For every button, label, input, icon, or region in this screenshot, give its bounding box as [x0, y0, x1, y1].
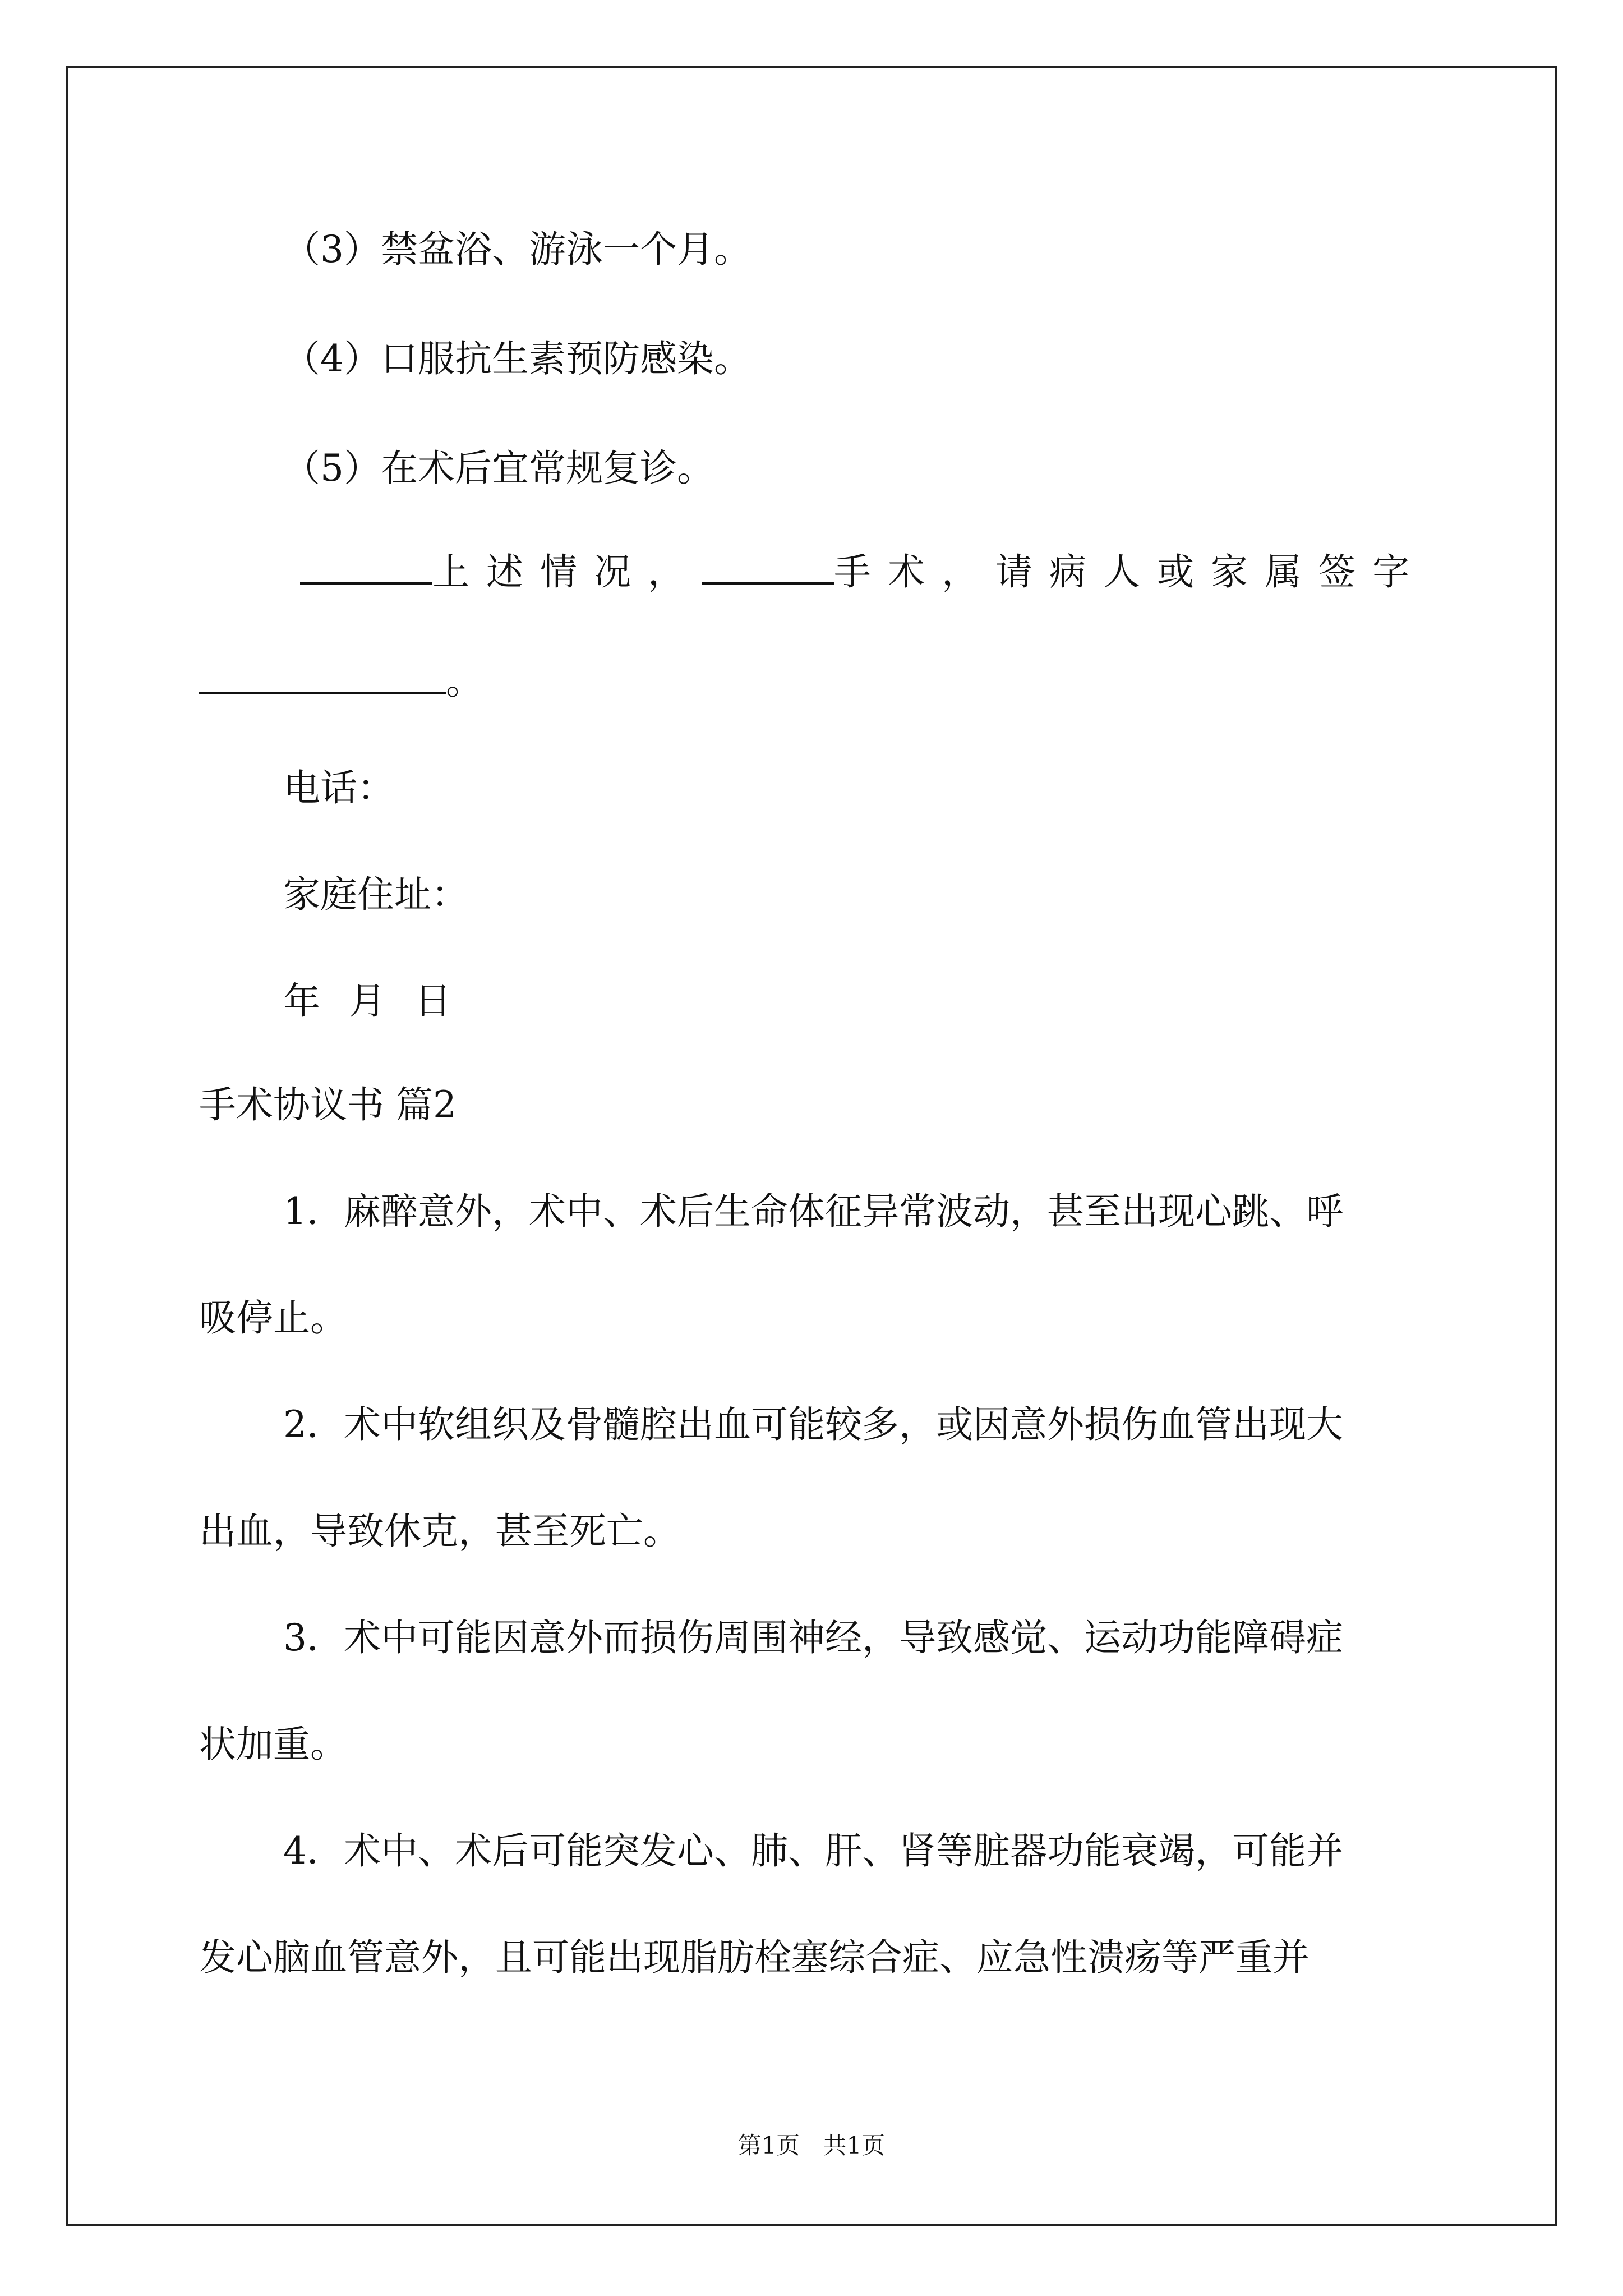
signature-end: 。 [446, 660, 483, 703]
risk-3-line-1: 3．术中可能因意外而损伤周围神经，导致感觉、运动功能障碍症 [283, 1616, 1343, 1659]
date-label: 年 月 日 [283, 979, 451, 1023]
consent-line [199, 550, 1426, 595]
page-total: 共1页 [823, 2132, 886, 2159]
page-number: 第1页 [737, 2132, 800, 2159]
address-label: 家庭住址： [283, 873, 468, 916]
post-op-item-4: （4）口服抗生素预防感染。 [283, 337, 751, 380]
risk-1-line-1: 1．麻醉意外，术中、术后生命体征异常波动，甚至出现心跳、呼 [283, 1190, 1343, 1233]
risk-3-line-2: 状加重。 [199, 1723, 347, 1766]
post-op-item-3: （3）禁盆浴、游泳一个月。 [283, 228, 751, 271]
signature-line [199, 659, 1426, 704]
post-op-item-5: （5）在术后宜常规复诊。 [283, 447, 714, 490]
risk-4-line-2: 发心脑血管意外，且可能出现脂肪栓塞综合症、应急性溃疡等严重并 [199, 1936, 1310, 1979]
phone-label: 电话： [283, 766, 394, 809]
page-border [66, 66, 1557, 2226]
consent-text-1: 上述情况， [432, 550, 702, 593]
risk-2-line-2: 出血，导致休克，甚至死亡。 [199, 1510, 680, 1553]
consent-blank-1[interactable] [300, 554, 432, 585]
risk-2-line-1: 2．术中软组织及骨髓腔出血可能较多，或因意外损伤血管出现大 [283, 1403, 1343, 1446]
risk-4-line-1: 4．术中、术后可能突发心、肺、肝、肾等脏器功能衰竭，可能并 [283, 1829, 1343, 1872]
risk-1-line-2: 吸停止。 [199, 1296, 347, 1340]
consent-blank-2[interactable] [702, 554, 834, 585]
section-title: 手术协议书 篇2 [199, 1083, 457, 1126]
signature-blank[interactable] [199, 664, 446, 694]
page-footer [0, 2132, 1623, 2160]
consent-text-2: 手术，请病人或家属签字 [834, 550, 1426, 593]
